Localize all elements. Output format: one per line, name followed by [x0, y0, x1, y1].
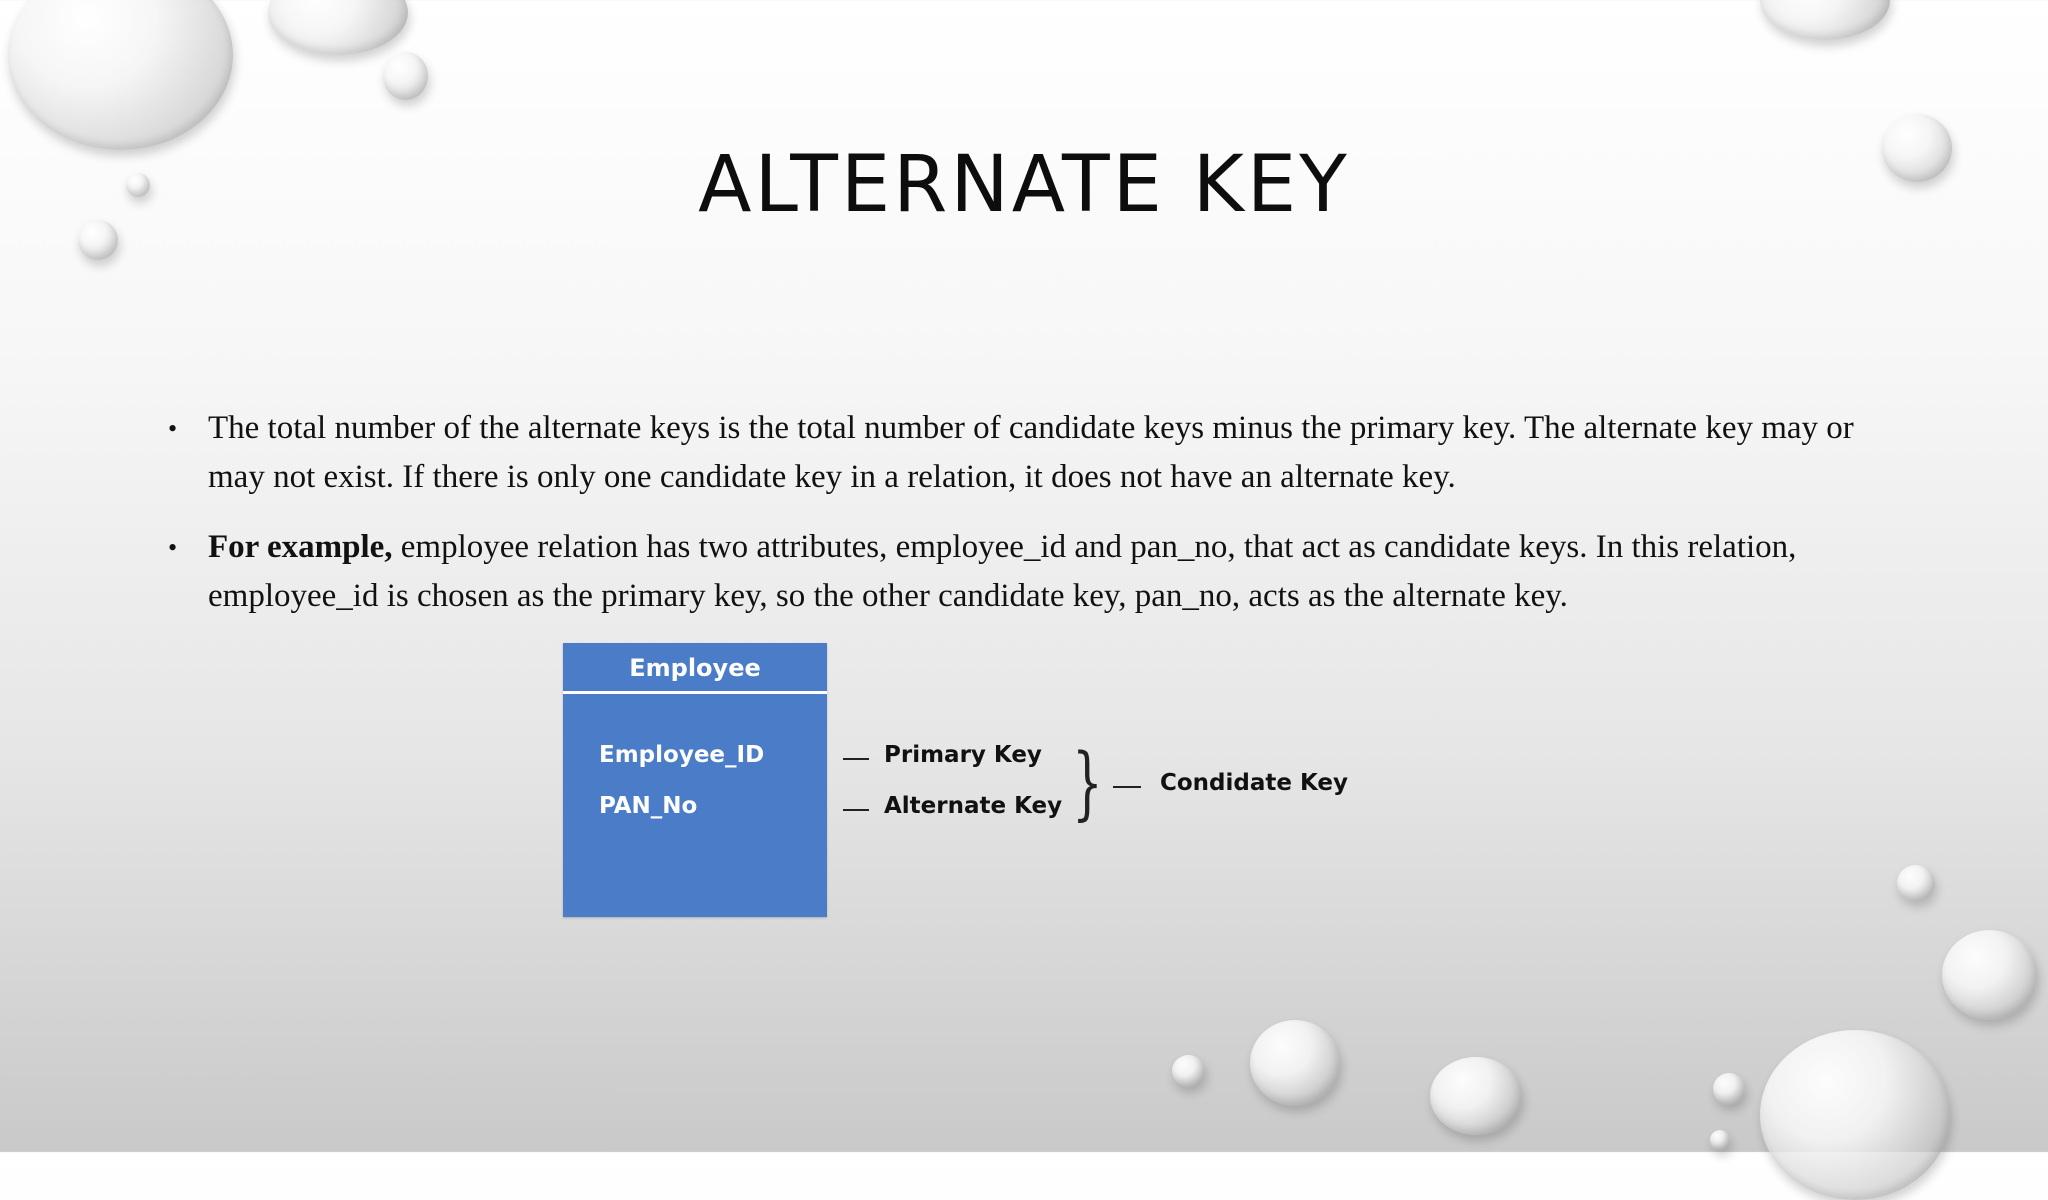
- droplet-decoration: [1897, 865, 1935, 901]
- droplet-decoration: [1760, 0, 1890, 40]
- bullet-dot: •: [168, 533, 178, 562]
- bullet-dot: •: [168, 414, 178, 443]
- bullet-bold-lead: For example,: [208, 529, 393, 565]
- connector-line: [843, 809, 869, 811]
- alternate-key-label: Alternate Key: [884, 793, 1063, 819]
- connector-line: [843, 758, 869, 760]
- bullet-item: [168, 404, 1908, 502]
- bullet-text: The total number of the alternate keys is the total number of candidate keys minus the primary key. The alternate key may or may not exist. If there is only one candidate key in a relation, it does not have an alternate key.: [208, 410, 1854, 495]
- candidate-key-label: Condidate Key: [1160, 770, 1348, 796]
- droplet-decoration: [1942, 930, 2037, 1020]
- droplet-decoration: [383, 52, 428, 100]
- droplet-decoration: [8, 0, 233, 150]
- bullet-item: [168, 523, 1908, 621]
- right-brace-icon: }: [1072, 736, 1103, 829]
- slide-title: ALTERNATE KEY: [698, 140, 1350, 230]
- entity-name: Employee: [563, 643, 827, 694]
- droplet-decoration: [1172, 1055, 1205, 1087]
- droplet-decoration: [268, 0, 408, 55]
- employee-entity-box: [563, 643, 827, 917]
- primary-key-label: Primary Key: [884, 742, 1042, 768]
- attribute-employee-id: Employee_ID: [599, 742, 765, 768]
- droplet-decoration: [1710, 1130, 1730, 1150]
- droplet-decoration: [1430, 1057, 1522, 1135]
- attribute-pan-no: PAN_No: [599, 793, 698, 819]
- connector-line: [1113, 786, 1141, 788]
- droplet-decoration: [1250, 1020, 1340, 1106]
- droplet-decoration: [1713, 1073, 1745, 1105]
- bullet-list: [168, 404, 1908, 642]
- droplet-decoration: [1760, 1030, 1950, 1200]
- bullet-text: employee relation has two attributes, employee_id and pan_no, that act as candidate keys. In this relation, employee_id is chosen as the primary key, so the other candidate key, pan_no, acts as the alternate key.: [208, 529, 1797, 614]
